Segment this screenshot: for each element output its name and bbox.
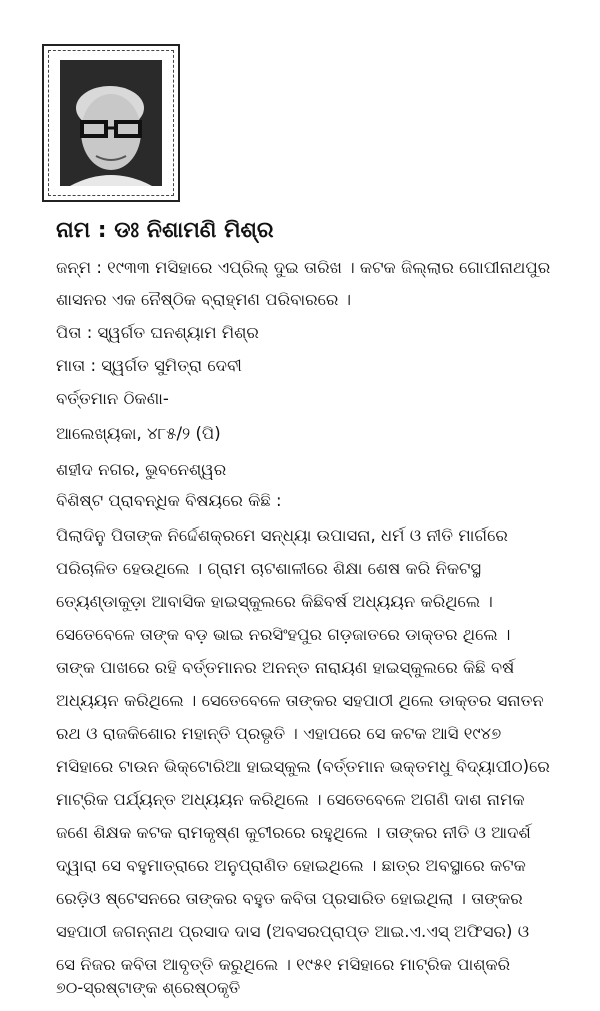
paragraph-line: ଦ୍ୱାରା ସେ ବହୁମାତ୍ରାରେ ଅନୁପ୍ରାଣିତ ହୋଇଥିଲେ । ଛାତ୍ର ଅବସ୍ଥାରେ କଟକ [56,856,526,875]
paragraph-line: ଜଣେ ଶିକ୍ଷକ କଟକ ରାମକୃଷ୍ଣ କୁଟୀରରେ ରହୁଥିଲେ । ତାଙ୍କର ନୀତି ଓ ଆଦର୍ଶ [56,823,531,842]
bio-line: ବିଶିଷ୍ଟ ପ୍ରାବନ୍ଧିକ ବିଷୟରେ କିଛି : [56,491,282,510]
bio-line: ମାତା : ସ୍ୱର୍ଗତ ସୁମିତ୍ରା ଦେବୀ [56,356,242,375]
bio-line: ବର୍ତ୍ତମାନ ଠିକଣା- [56,389,169,408]
page-title: ନାମ : ଡଃ ନିଶାମଣି ମିଶ୍ର [56,218,274,243]
paragraph-line: ମସିହାରେ ଟାଉନ ଭିକ୍ଟୋରିଆ ହାଇସ୍କୁଲ (ବର୍ତ୍ତମାନ ଭକ୍ତମଧୁ ବିଦ୍ୟାପୀଠ)ରେ [56,757,550,776]
paragraph-line: ଅଧ୍ୟୟନ କରିଥିଲେ । ସେତେବେଳେ ତାଙ୍କର ସହପାଠୀ ଥିଲେ ଡାକ୍ତର ସନାତନ [56,691,544,710]
paragraph-line: ତ୍ୟେଣ୍ଡାକୁଡ଼ା ଆବାସିକ ହାଇସ୍କୁଲରେ କିଛିବର୍ଷ ଅଧ୍ୟୟନ କରିଥିଲେ । [56,592,493,611]
bio-line: ଜନ୍ମ : ୧୯୩୩ ମସିହାରେ ଏପ୍ରିଲ୍ ଦୁଇ ତାରିଖ । କଟକ ଜିଲ୍ଲାର ଗୋପୀନାଥପୁର [56,258,551,277]
bio-line: ଶହୀଦ ନଗର, ଭୁବନେଶ୍ୱର [56,460,227,479]
paragraph-line: ସେତେବେଳେ ତାଙ୍କ ବଡ଼ ଭାଇ ନରସିଂହପୁର ଗଡ଼ଜାତରେ ଡାକ୍ତର ଥିଲେ । [56,625,511,644]
portrait-photo [60,60,162,186]
page-footer: ୭୦-ସ୍ରଷ୍ଟାଙ୍କ ଶ୍ରେଷ୍ଠକୃତି [56,978,241,997]
paragraph-line: ପିଲାଦିନୁ ପିତାଙ୍କ ନିର୍ଦ୍ଦେଶକ୍ରମେ ସନ୍ଧ୍ୟା ଉପାସନା, ଧର୍ମ ଓ ନୀତି ମାର୍ଗରେ [56,526,508,545]
paragraph-line: ସହପାଠୀ ଜଗନ୍ନାଥ ପ୍ରସାଦ ଦାସ (ଅବସରପ୍ରାପ୍ତ ଆଇ.ଏ.ଏସ୍ ଅଫିସର) ଓ [56,922,530,941]
paragraph-line: ରେଡ଼ିଓ ଷ୍ଟେସନରେ ତାଙ୍କର ବହୁତ କବିତା ପ୍ରସାରିତ ହୋଇଥିଲା । ତାଙ୍କର [56,889,523,908]
paragraph-line: ମାଟ୍ରିକ ପର୍ଯ୍ୟନ୍ତ ଅଧ୍ୟୟନ କରିଥିଲେ । ସେତେବେଳେ ଅଗଣି ଦାଶ ନାମକ [56,790,525,809]
paragraph-line: ତାଙ୍କ ପାଖରେ ରହି ବର୍ତ୍ତମାନର ଅନନ୍ତ ନାରାୟଣ ହାଇସ୍କୁଲରେ କିଛି ବର୍ଷ [56,658,515,677]
bio-line: ଶାସନର ଏକ ନୈଷ୍ଠିକ ବ୍ରାହ୍ମଣ ପରିବାରରେ । [56,290,352,309]
paragraph-line: ପରିଚାଳିତ ହେଉଥିଲେ । ଗ୍ରାମ ଚାଟଶାଳୀରେ ଶିକ୍ଷା ଶେଷ କରି ନିକଟସ୍ଥ [56,559,481,578]
bio-line: ପିତା : ସ୍ୱର୍ଗତ ଘନଶ୍ୟାମ ମିଶ୍ର [56,323,259,342]
portrait-frame [42,44,180,202]
bio-line: ଆଲେଖ୍ୟକା, ୪୮୫/୨ (ପି) [56,424,221,443]
paragraph-line: ସେ ନିଜର କବିତା ଆବୃତ୍ତି କରୁଥିଲେ । ୧୯୫୧ ମସିହାରେ ମାଟ୍ରିକ ପାଶ୍‌କରି [56,955,511,974]
paragraph-line: ରଥ ଓ ରାଜକିଶୋର ମହାନ୍ତି ପ୍ରଭୃତି । ଏହାପରେ ସେ କଟକ ଆସି ୧୯୪୭ [56,724,502,743]
